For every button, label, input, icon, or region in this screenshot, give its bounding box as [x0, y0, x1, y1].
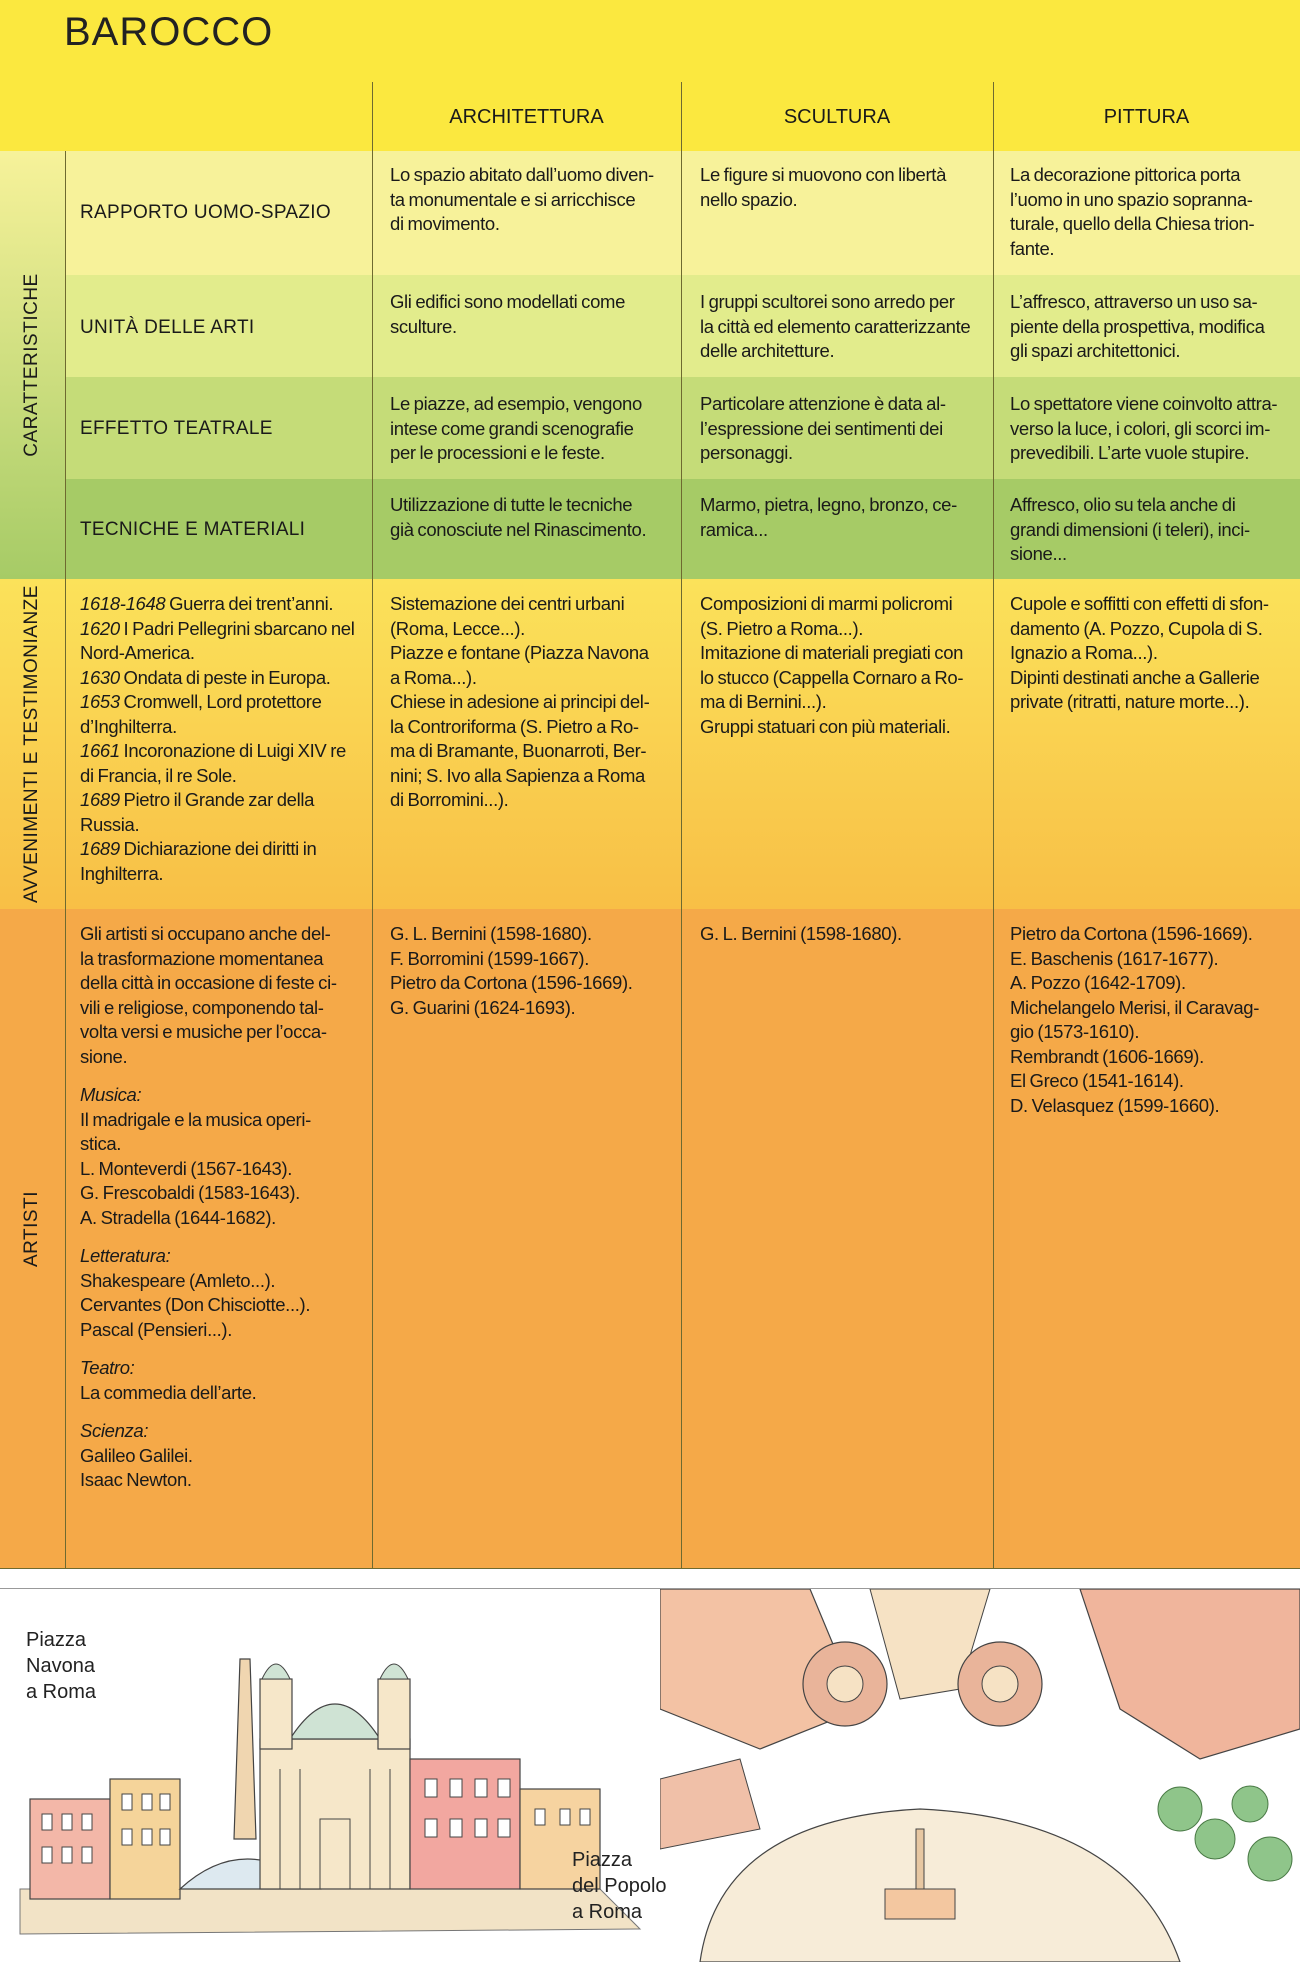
event-item — [80, 739, 363, 788]
cell-line: ramica... — [700, 518, 768, 540]
cell-line: a Roma...). — [390, 666, 477, 688]
cell-line: E. Baschenis (1617-1677). — [1010, 947, 1219, 969]
cell-line: Cupole e soffitti con effetti di sfon- — [1010, 593, 1269, 614]
event-text: Pietro il Grande zar della Russia. — [80, 789, 315, 835]
cell-line: Piazze e fontane (Piazza Navona — [390, 642, 649, 663]
event-item — [80, 837, 363, 886]
event-text: Incoronazione di Luigi XIV re di Francia, il re Sole. — [80, 740, 346, 786]
divider — [993, 82, 994, 1568]
event-text: Cromwell, Lord protettore d’Inghilterra. — [80, 691, 322, 737]
cell-line: stica. — [80, 1133, 122, 1154]
cell-line: Utilizzazione di tutte le tecniche — [390, 494, 633, 515]
caption-line: Piazza — [572, 1849, 633, 1871]
row-label: TECNICHE E MATERIALI — [80, 519, 306, 540]
cell-line: ma di Bernini...). — [700, 691, 827, 712]
cell-line: Lo spazio abitato dall’uomo diven- — [390, 164, 654, 185]
cell-line: sione. — [80, 1045, 128, 1067]
cell-line: Isaac Newton. — [80, 1469, 192, 1490]
event-item — [80, 617, 363, 666]
cell-unita-pittura — [1010, 290, 1292, 364]
row-label: RAPPORTO UOMO-SPAZIO — [80, 202, 331, 223]
cell-effetto-scultura — [700, 392, 982, 466]
caption-line: Piazza — [26, 1629, 87, 1651]
cell-line: F. Borromini (1599-1667). — [390, 947, 590, 969]
cell-line: vili e religiose, componendo tal- — [80, 996, 324, 1018]
row-label: UNITÀ DELLE ARTI — [80, 317, 255, 338]
cell-line: la città ed elemento caratterizzante — [700, 315, 971, 337]
cell-line: Ignazio a Roma...). — [1010, 642, 1158, 663]
divider — [65, 151, 66, 1568]
cell-line: Shakespeare (Amleto...). — [80, 1269, 276, 1291]
caption-piazza-navona — [26, 1627, 96, 1705]
cell-unita-scultura — [700, 290, 985, 364]
cell-artisti-generale — [80, 922, 365, 1493]
column-header-label: ARCHITETTURA — [449, 106, 604, 128]
event-item — [80, 666, 363, 691]
cell-line: El Greco (1541-1614). — [1010, 1070, 1184, 1091]
caption-line: del Popolo — [572, 1875, 667, 1897]
cell-line: lo stucco (Cappella Cornaro a Ro- — [700, 666, 964, 688]
cell-line: Marmo, pietra, legno, bronzo, ce- — [700, 494, 957, 515]
cell-line: gio (1573-1610). — [1010, 1021, 1140, 1042]
cell-line: L’affresco, attraverso un uso sa- — [1010, 291, 1258, 312]
cell-unita-architettura — [390, 290, 670, 339]
cell-line: ta monumentale e si arricchisce — [390, 188, 636, 210]
cell-line: Gli edifici sono modellati come — [390, 291, 626, 312]
section-heading-teatro: Teatro: — [80, 1357, 135, 1378]
column-header-blank — [0, 82, 372, 152]
row-label: EFFETTO TEATRALE — [80, 418, 273, 439]
cell-line: private (ritratti, nature morte...). — [1010, 691, 1250, 712]
cell-line: nello spazio. — [700, 188, 798, 210]
cell-line: Lo spettatore viene coinvolto attra- — [1010, 393, 1278, 414]
event-year: 1653 — [80, 691, 120, 712]
event-year: 1620 — [80, 617, 120, 639]
cell-line: già conosciute nel Rinascimento. — [390, 518, 647, 540]
event-item — [80, 592, 363, 617]
cell-line: Dipinti destinati anche a Gallerie — [1010, 666, 1260, 688]
cell-avvenimenti-scultura — [700, 592, 985, 739]
cell-line: L. Monteverdi (1567-1643). — [80, 1157, 293, 1179]
cell-line: la trasformazione momentanea — [80, 947, 324, 969]
group-label-artisti: ARTISTI — [21, 1191, 42, 1267]
cell-line: Le figure si muovono con libertà — [700, 164, 947, 185]
cell-line: gli spazi architettonici. — [1010, 340, 1181, 361]
sidebar-artisti — [0, 909, 65, 1568]
event-item — [80, 788, 363, 837]
cell-line: grandi dimensioni (i teleri), inci- — [1010, 518, 1250, 540]
piazza-del-popolo-sketch — [660, 1589, 1300, 1962]
cell-line: Pietro da Cortona (1596-1669). — [1010, 923, 1253, 944]
cell-line: sculture. — [390, 315, 457, 337]
cell-line: Le piazze, ad esempio, vengono — [390, 393, 642, 414]
cell-avvenimenti-events — [80, 592, 363, 886]
cell-tecniche-pittura — [1010, 493, 1292, 567]
cell-line: Gli artisti si occupano anche del- — [80, 923, 331, 944]
cell-line: turale, quello della Chiesa trion- — [1010, 213, 1255, 234]
cell-line: Rembrandt (1606-1669). — [1010, 1045, 1204, 1067]
column-header-label: PITTURA — [1103, 106, 1190, 128]
cell-line: A. Pozzo (1642-1709). — [1010, 972, 1186, 993]
event-year: 1661 — [80, 740, 120, 761]
cell-line: La decorazione pittorica porta — [1010, 164, 1241, 185]
cell-line: G. L. Bernini (1598-1680). — [390, 923, 592, 944]
cell-line: Chiese in adesione ai principi del- — [390, 691, 650, 712]
event-year: 1630 — [80, 666, 120, 688]
cell-line: I gruppi scultorei sono arredo per — [700, 291, 955, 312]
cell-line: Pascal (Pensieri...). — [80, 1318, 233, 1340]
cell-line: Gruppi statuari con più materiali. — [700, 715, 951, 737]
cell-line: Pietro da Cortona (1596-1669). — [390, 972, 633, 993]
caption-line: a Roma — [572, 1901, 643, 1923]
cell-rapporto-scultura — [700, 163, 980, 212]
cell-effetto-pittura — [1010, 392, 1295, 466]
cell-line: Composizioni di marmi policromi — [700, 593, 953, 614]
event-year: 1618-1648 — [80, 593, 166, 614]
cell-line: volta versi e musiche per l’occa- — [80, 1021, 327, 1042]
divider — [681, 82, 682, 1568]
cell-tecniche-scultura — [700, 493, 982, 542]
cell-line: G. L. Bernini (1598-1680). — [700, 923, 902, 944]
caption-piazza-del-popolo — [572, 1847, 667, 1925]
cell-line: Affresco, olio su tela anche di — [1010, 494, 1236, 515]
column-header-label: SCULTURA — [783, 106, 891, 128]
section-heading-scienza: Scienza: — [80, 1420, 149, 1441]
cell-line: La commedia dell’arte. — [80, 1381, 257, 1403]
event-text: Dichiarazione dei diritti in Inghilterra. — [80, 838, 317, 884]
cell-line: ma di Bramante, Buonarroti, Ber- — [390, 740, 647, 761]
group-label-avvenimenti: AVVENIMENTI E TESTIMONIANZE — [21, 585, 42, 903]
cell-line: Michelangelo Merisi, il Caravag- — [1010, 996, 1260, 1018]
cell-line: Cervantes (Don Chisciotte...). — [80, 1294, 311, 1315]
cell-rapporto-architettura — [390, 163, 670, 237]
title-band — [0, 0, 1300, 83]
sidebar-avvenimenti — [0, 579, 65, 909]
sidebar-caratteristiche — [0, 151, 65, 579]
cell-line: di movimento. — [390, 213, 500, 234]
cell-line: Imitazione di materiali pregiati con — [700, 642, 964, 663]
cell-line: sione... — [1010, 543, 1067, 564]
column-header-pittura — [993, 82, 1300, 152]
cell-line: di Borromini...). — [390, 789, 509, 810]
cell-rapporto-pittura — [1010, 163, 1292, 261]
cell-line: per le processioni e le feste. — [390, 442, 605, 463]
caption-line: a Roma — [26, 1681, 97, 1703]
cell-line: (S. Pietro a Roma...). — [700, 617, 864, 639]
event-text: Ondata di peste in Europa. — [119, 666, 331, 688]
cell-line: Sistemazione dei centri urbani — [390, 593, 625, 614]
cell-line: personaggi. — [700, 442, 793, 463]
illustrations — [0, 1588, 1300, 1962]
page-title: BAROCCO — [64, 10, 274, 54]
cell-artisti-architettura — [390, 922, 672, 1020]
divider — [372, 82, 373, 1568]
cell-artisti-pittura — [1010, 922, 1295, 1118]
cell-line: damento (A. Pozzo, Cupola di S. — [1010, 617, 1263, 639]
cell-line: G. Frescobaldi (1583-1643). — [80, 1182, 300, 1203]
cell-line: Galileo Galilei. — [80, 1444, 193, 1466]
cell-line: Particolare attenzione è data al- — [700, 393, 946, 414]
cell-line: l’espressione dei sentimenti dei — [700, 417, 943, 439]
cell-line: (Roma, Lecce...). — [390, 617, 525, 639]
cell-line: della città in occasione di feste ci- — [80, 972, 337, 993]
cell-line: intese come grandi scenografie — [390, 417, 634, 439]
cell-avvenimenti-pittura — [1010, 592, 1295, 715]
cell-line: Il madrigale e la musica operi- — [80, 1108, 311, 1130]
cell-line: la Controriforma (S. Pietro a Ro- — [390, 715, 639, 737]
event-year: 1689 — [80, 838, 120, 859]
event-year: 1689 — [80, 789, 120, 810]
cell-line: prevedibili. L’arte vuole stupire. — [1010, 442, 1250, 463]
event-text: I Padri Pellegrini sbarcano nel Nord-America. — [80, 617, 355, 663]
cell-avvenimenti-architettura — [390, 592, 672, 813]
cell-line: delle architetture. — [700, 340, 835, 361]
cell-line: nini; S. Ivo alla Sapienza a Roma — [390, 764, 645, 786]
cell-line: D. Velasquez (1599-1660). — [1010, 1094, 1220, 1116]
cell-line: G. Guarini (1624-1693). — [390, 996, 576, 1018]
cell-line: verso la luce, i colori, gli scorci im- — [1010, 417, 1271, 439]
group-label-caratteristiche: CARATTERISTICHE — [21, 273, 42, 457]
section-heading-letteratura: Letteratura: — [80, 1245, 171, 1266]
event-text: Guerra dei trent’anni. — [165, 593, 334, 614]
column-header-architettura — [372, 82, 681, 152]
section-heading-musica: Musica: — [80, 1084, 142, 1105]
cell-artisti-scultura — [700, 922, 982, 947]
cell-line: A. Stradella (1644-1682). — [80, 1206, 276, 1228]
cell-line: fante. — [1010, 237, 1055, 259]
caption-line: Navona — [26, 1655, 95, 1677]
cell-effetto-architettura — [390, 392, 670, 466]
cell-line: piente della prospettiva, modifica — [1010, 315, 1265, 337]
column-header-scultura — [681, 82, 993, 152]
cell-line: l’uomo in uno spazio sopranna- — [1010, 188, 1253, 210]
event-item — [80, 690, 363, 739]
cell-tecniche-architettura — [390, 493, 670, 542]
